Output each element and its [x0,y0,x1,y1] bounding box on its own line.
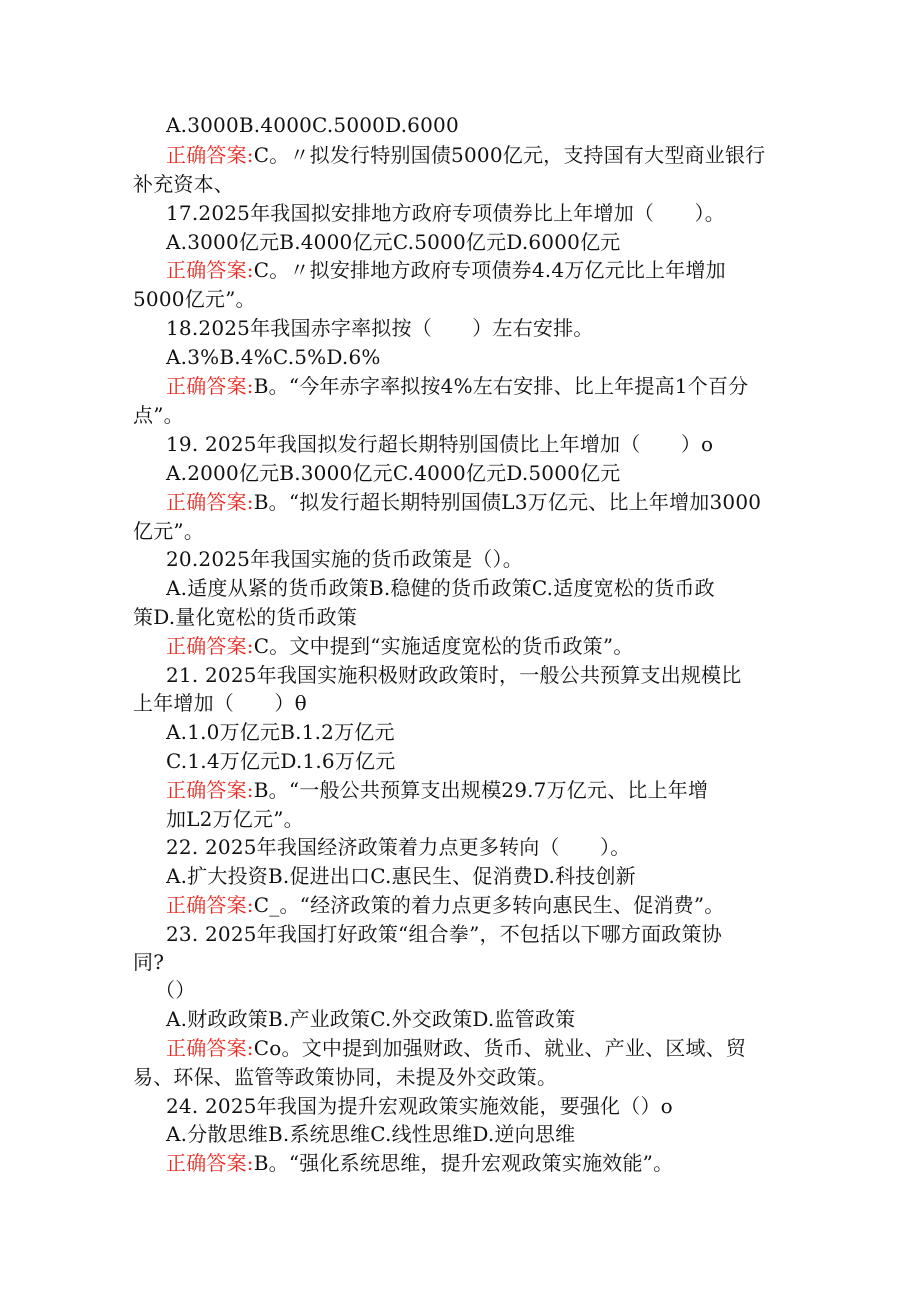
continuation-line [0,401,920,430]
answer-label: 正确答案: [166,1036,254,1060]
answer-text: C。〃拟发行特别国债5000亿元，支持国有大型商业银行 [253,143,766,167]
answer-text: B。“一般公共预算支出规模29.7万亿元、比上年增 [253,778,709,802]
line-text: A.3000亿元B.4000亿元C.5000亿元D.6000亿元 [166,230,621,254]
answer-line [0,1149,920,1178]
answer-line [0,1034,920,1063]
line-text: 上年增加（ ）θ [133,691,307,715]
question-text: 20.2025年我国实施的货币政策是（）。 [166,547,523,571]
question-21 [0,661,920,690]
continuation-line [0,1063,920,1092]
answer-label: 正确答案: [166,374,254,398]
blank-parens [0,976,920,1005]
answer-label: 正确答案: [166,893,254,917]
option-line [0,228,920,257]
continuation-line [0,689,920,718]
line-text: A.2000亿元B.3000亿元C.4000亿元D.5000亿元 [166,461,621,485]
answer-line [0,632,920,661]
option-line [0,718,920,747]
option-line [0,747,920,776]
line-text: A.财政政策B.产业政策C.外交政策D.监管政策 [166,1007,576,1031]
answer-text: B。“今年赤字率拟按4%左右安排、比上年提高1个百分 [253,374,749,398]
continuation-line [0,603,920,632]
answer-label: 正确答案: [166,258,254,282]
line-text: 亿元”。 [133,519,205,543]
line-text: （） [155,978,196,1002]
line-text: A.适度从紧的货币政策B.稳健的货币政策C.适度宽松的货币政 [166,576,715,600]
continuation-line [0,517,920,546]
line-text: A.扩大投资B.促进出口C.惠民生、促消费D.科技创新 [166,864,636,888]
answer-text: C。文中提到“实施适度宽松的货币政策”。 [253,634,634,658]
option-line [0,111,920,140]
continuation-line [0,805,920,834]
line-text: 策D.量化宽松的货币政策 [133,605,358,629]
question-text: 18.2025年我国赤字率拟按（ ）左右安排。 [166,316,594,340]
answer-label: 正确答案: [166,1151,254,1175]
question-text: 23. 2025年我国打好政策“组合拳”，不包括以下哪方面政策协 [166,922,722,946]
option-line [0,1005,920,1034]
line-text: C.1.4万亿元D.1.6万亿元 [166,749,396,773]
answer-text: C_。“经济政策的着力点更多转向惠民生、促消费”。 [253,893,725,917]
answer-label: 正确答案: [166,143,254,167]
answer-line [0,488,920,517]
question-17 [0,199,920,228]
answer-line [0,372,920,401]
option-line [0,1120,920,1149]
answer-label: 正确答案: [166,490,254,514]
question-18 [0,314,920,343]
line-text: 补充资本、 [133,172,234,196]
line-text: A.3000B.4000C.5000D.6000 [166,113,459,137]
question-text: 19. 2025年我国拟发行超长期特别国债比上年增加（ ）o [166,432,714,456]
question-24 [0,1092,920,1121]
continuation-line [0,285,920,314]
answer-text: B。“强化系统思维，提升宏观政策实施效能”。 [253,1151,674,1175]
question-text: 22. 2025年我国经济政策着力点更多转向（ ）。 [166,835,631,859]
line-text: 易、环保、监管等政策协同，未提及外交政策。 [133,1065,558,1089]
answer-text: B。“拟发行超长期特别国债L3万亿元、比上年增加3000 [253,490,762,514]
answer-line [0,141,920,170]
line-text: A.3%B.4%C.5%D.6% [166,345,381,369]
continuation-line [0,170,920,199]
question-23 [0,920,920,949]
answer-label: 正确答案: [166,634,254,658]
answer-text: Co。文中提到加强财政、货币、就业、产业、区域、贸 [253,1036,747,1060]
line-text: 5000亿元”。 [133,287,256,311]
answer-line [0,776,920,805]
line-text: 同? [133,950,165,974]
continuation-line [0,948,920,977]
question-19 [0,430,920,459]
question-text: 21. 2025年我国实施积极财政政策时，一般公共预算支出规模比 [166,663,742,687]
answer-label: 正确答案: [166,778,254,802]
line-text: A.分散思维B.系统思维C.线性思维D.逆向思维 [166,1122,576,1146]
answer-text: C。〃拟安排地方政府专项债券4.4万亿元比上年增加 [253,258,726,282]
option-line [0,862,920,891]
answer-line [0,891,920,920]
option-line [0,343,920,372]
question-text: 24. 2025年我国为提升宏观政策实施效能，要强化（）o [166,1094,673,1118]
question-22 [0,833,920,862]
answer-line [0,256,920,285]
line-text: 点”。 [133,403,184,427]
option-line [0,459,920,488]
line-text: A.1.0万亿元B.1.2万亿元 [166,720,395,744]
line-text: 加L2万亿元”。 [166,807,304,831]
question-text: 17.2025年我国拟安排地方政府专项债券比上年增加（ ）。 [166,201,725,225]
question-20 [0,545,920,574]
option-line [0,574,920,603]
